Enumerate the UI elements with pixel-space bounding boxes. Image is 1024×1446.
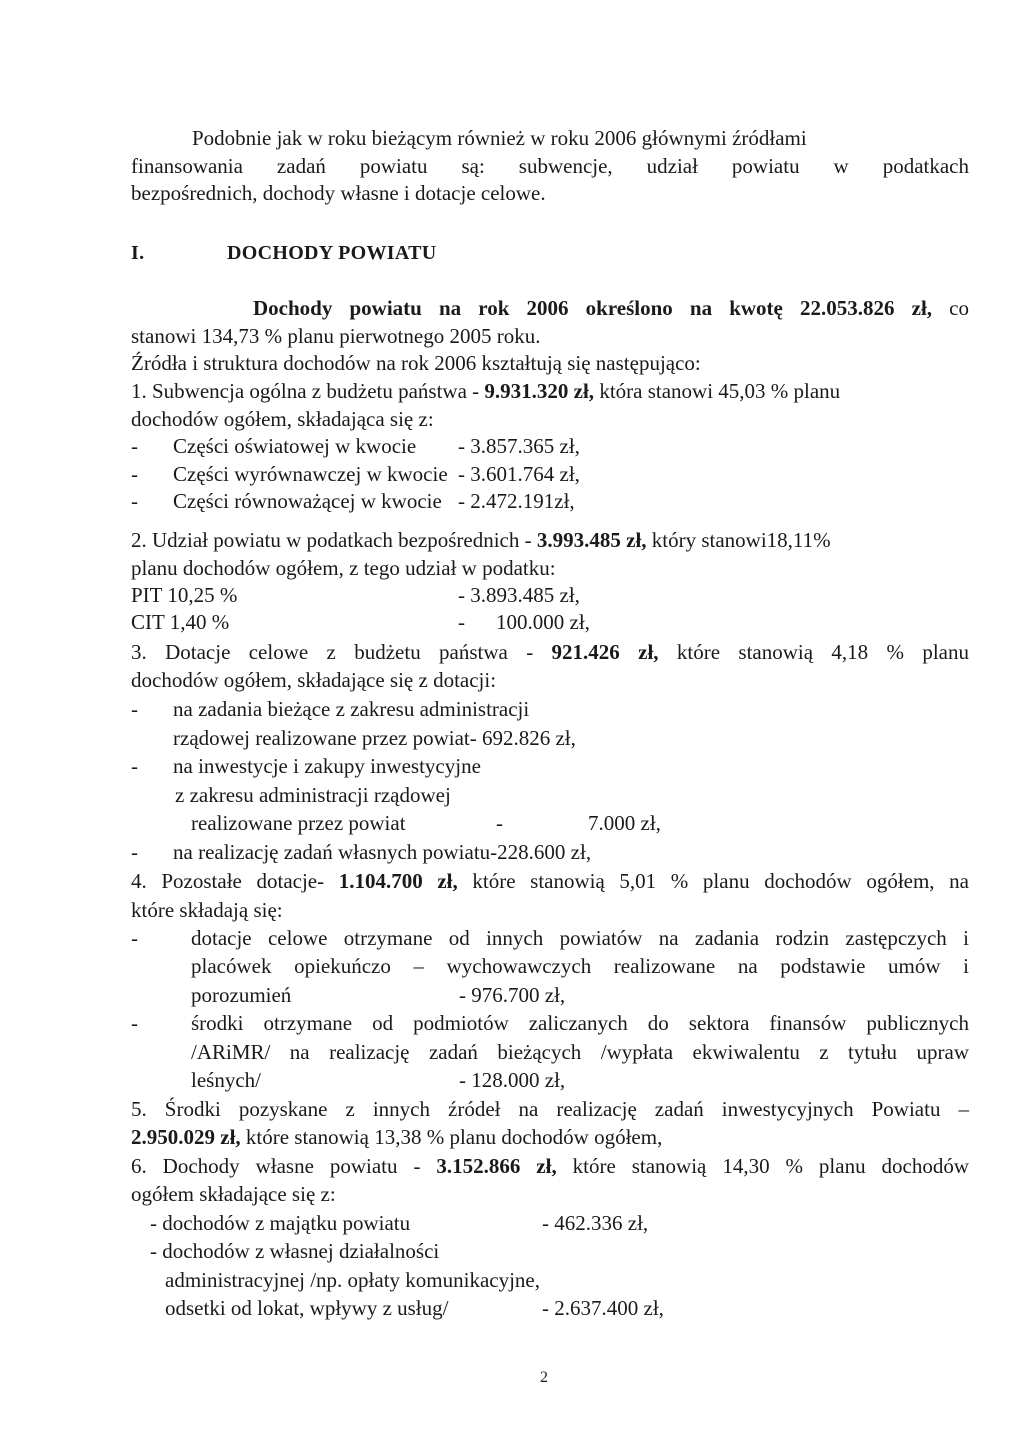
item6-b-3: odsetki od lokat, wpływy z usług/ - 2.637.400 zł, <box>165 1296 664 1320</box>
summary-line-3: Źródła i struktura dochodów na rok 2006 kształtują się następująco: <box>131 351 701 375</box>
item3-b-1: - na inwestycje i zakupy inwestycyjne <box>131 754 481 778</box>
item2-cit: CIT 1,40 % - 100.000 zł, <box>131 610 590 634</box>
item6-line-1: 6. Dochody własne powiatu - 3.152.866 zł, które stanowią 14,30 % planu dochodów <box>131 1154 970 1178</box>
item3-b-2: z zakresu administracji rządowej <box>175 783 451 807</box>
item6-amount: 3.152.866 zł, <box>436 1154 557 1178</box>
summary-line-2: stanowi 134,73 % planu pierwotnego 2005 roku. <box>131 324 541 348</box>
item4-amount: 1.104.700 zł, <box>338 869 458 893</box>
item4-b-1: środki otrzymane od podmiotów zaliczanych do sektora finansów publicznych <box>191 1011 969 1035</box>
item3-line-2: dochodów ogółem, składające się z dotacji: <box>131 668 497 692</box>
item2-line-2: planu dochodów ogółem, z tego udział w podatku: <box>131 556 556 580</box>
summary-line-1: Dochody powiatu na rok 2006 określono na kwotę 22.053.826 zł, co <box>253 296 969 320</box>
item6-b-2: administracyjnej /np. opłaty komunikacyjne, <box>165 1268 540 1292</box>
item3-b-3: realizowane przez powiat - 7.000 zł, <box>191 811 661 835</box>
intro-line-3: bezpośrednich, dochody własne i dotacje celowe. <box>131 181 546 205</box>
item4-line-1: 4. Pozostałe dotacje- 1.104.700 zł, które stanowią 5,01 % planu dochodów ogółem, na <box>131 869 969 893</box>
intro-line-2: finansowania zadań powiatu są: subwencje, udział powiatu w podatkach <box>131 154 969 178</box>
item1-sub-3: - Części równoważącej w kwocie - 2.472.191zł, <box>131 489 575 513</box>
item5-amount: 2.950.029 zł, <box>131 1125 241 1149</box>
summary-bold: Dochody powiatu na rok 2006 określono na kwotę 22.053.826 zł, <box>253 296 933 320</box>
item1-amount: 9.931.320 zł, <box>484 379 595 403</box>
item1-line-2: dochodów ogółem, składająca się z: <box>131 407 434 431</box>
item1-sub-2: - Części wyrównawczej w kwocie - 3.601.764 zł, <box>131 462 580 486</box>
item4-a-2: placówek opiekuńczo – wychowawczych realizowane na podstawie umów i <box>191 954 969 978</box>
section-title: DOCHODY POWIATU <box>227 242 437 264</box>
item1-line-1: 1. Subwencja ogólna z budżetu państwa - 9.931.320 zł, która stanowi 45,03 % planu <box>131 379 841 403</box>
section-heading <box>131 241 437 265</box>
item4-a-dash: - <box>131 926 138 950</box>
item4-line-2: które składają się: <box>131 898 283 922</box>
item4-a-3: porozumień - 976.700 zł, <box>191 983 566 1007</box>
item6-a: - dochodów z majątku powiatu - 462.336 zł, <box>150 1211 649 1235</box>
item3-a-1: - na zadania bieżące z zakresu administracji <box>131 697 530 721</box>
item3-amount: 921.426 zł, <box>551 640 659 664</box>
item2-amount: 3.993.485 zł, <box>536 528 647 552</box>
item5-line-1: 5. Środki pozyskane z innych źródeł na realizację zadań inwestycyjnych Powiatu – <box>131 1097 969 1121</box>
section-number: I. <box>131 242 145 264</box>
item3-a-2: rządowej realizowane przez powiat- 692.826 zł, <box>173 726 576 750</box>
item4-b-dash: - <box>131 1011 138 1035</box>
item5-line-2: 2.950.029 zł, które stanowią 13,38 % planu dochodów ogółem, <box>131 1125 663 1149</box>
intro-line-1: Podobnie jak w roku bieżącym również w roku 2006 głównymi źródłami <box>192 126 807 150</box>
item6-b-1: - dochodów z własnej działalności <box>150 1239 440 1263</box>
item4-a-1: dotacje celowe otrzymane od innych powiatów na zadania rodzin zastępczych i <box>191 926 969 950</box>
item3-line-1: 3. Dotacje celowe z budżetu państwa - 921.426 zł, które stanowią 4,18 % planu <box>131 640 969 664</box>
item4-b-3: leśnych/ - 128.000 zł, <box>191 1068 566 1092</box>
item4-b-2: /ARiMR/ na realizację zadań bieżących /wypłata ekwiwalentu z tytułu upraw <box>191 1040 969 1064</box>
item1-sub-1: - Części oświatowej w kwocie - 3.857.365 zł, <box>131 434 580 458</box>
item3-c: - na realizację zadań własnych powiatu-228.600 zł, <box>131 840 592 864</box>
page-number: 2 <box>540 1369 548 1386</box>
item2-pit: PIT 10,25 % - 3.893.485 zł, <box>131 583 580 607</box>
item2-line-1: 2. Udział powiatu w podatkach bezpośrednich - 3.993.485 zł, który stanowi18,11% <box>131 528 831 552</box>
item6-line-2: ogółem składające się z: <box>131 1182 336 1206</box>
